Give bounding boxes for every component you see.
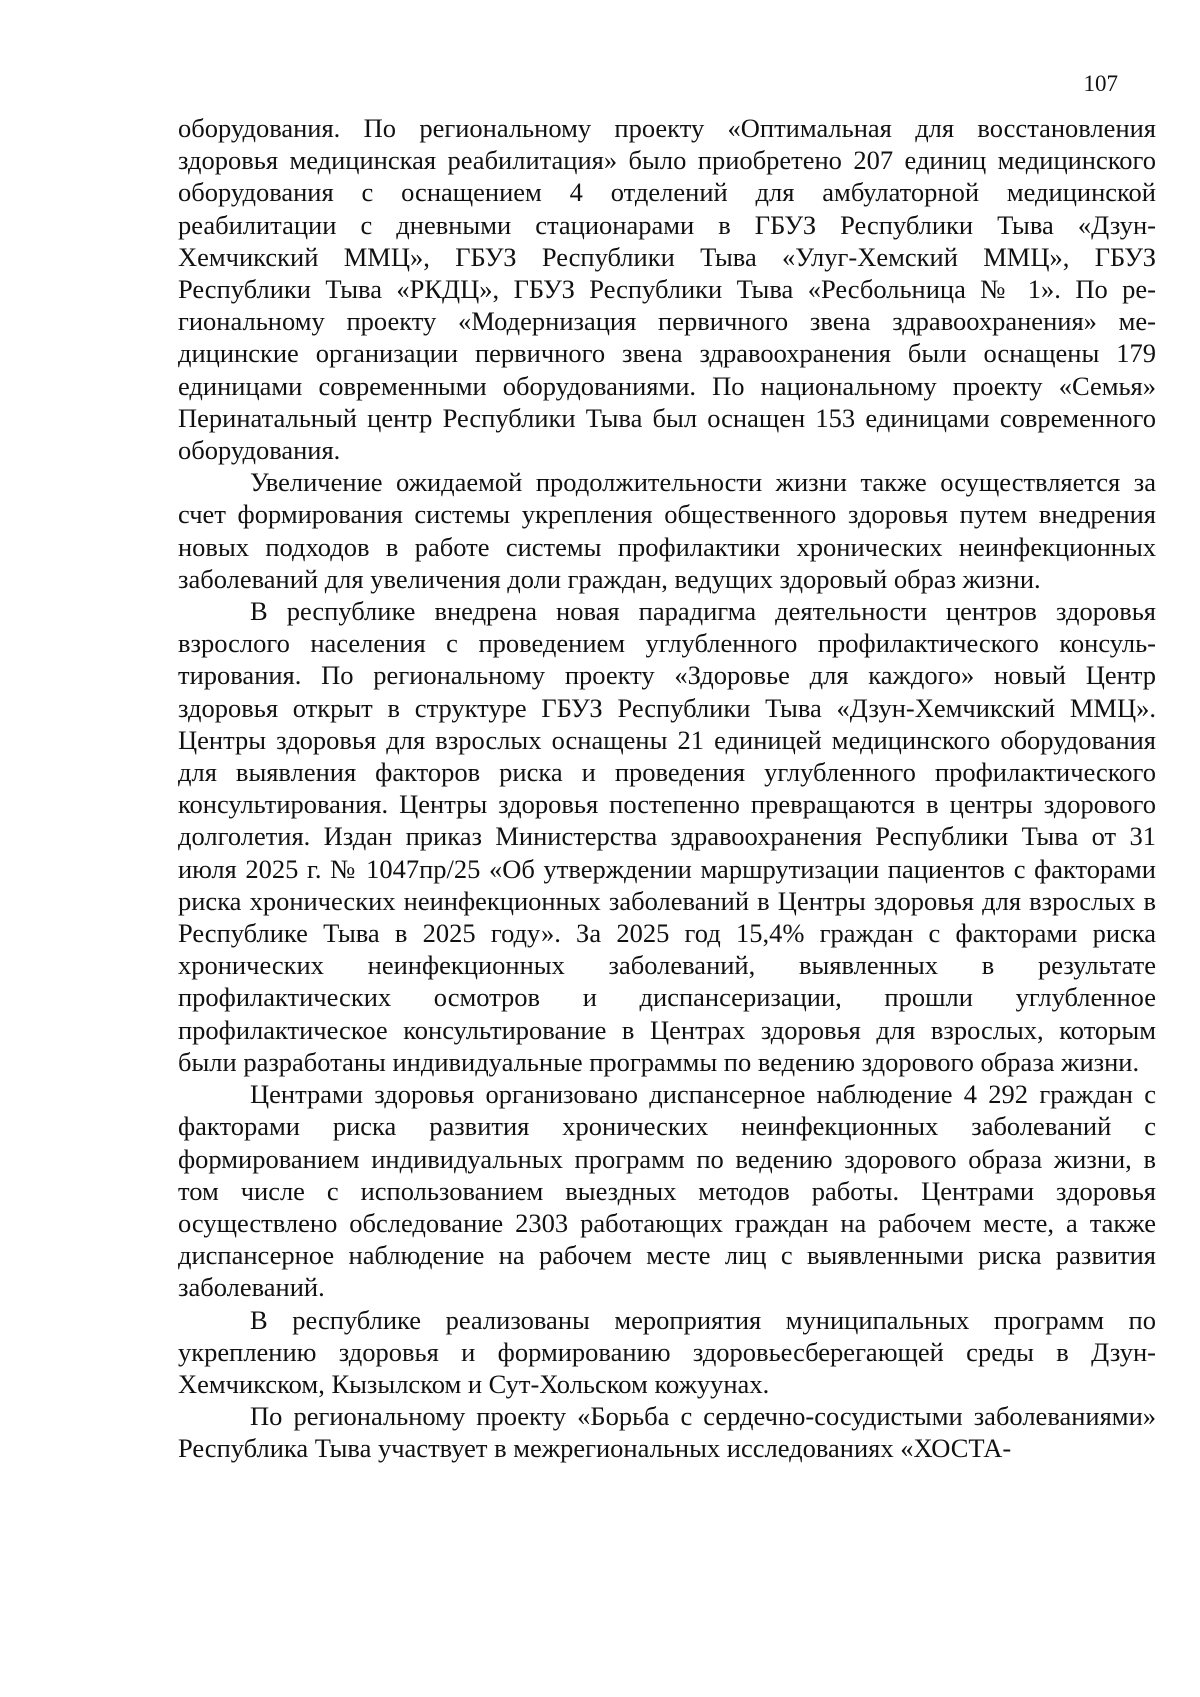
paragraph-municipal-programs: В республике реализованы мероприятия муниципальных программ по укреплению здоровья и формированию здоровьесберегающей среды в Дзун-Хемчикском, Кызылском и Сут-Хольском кожуунах. [178,1304,1156,1399]
page-number: 107 [1083,71,1118,96]
paragraph-equipment: оборудования. По региональному проекту «Оптимальная для восстановления здоровья медицинская реабилитация» было приобретено 207 единиц медицинского оборудования с оснащением 4 отделений для амбулаторной медицинской реабилитации с дневными стационарами в ГБУЗ Республики Тыва «Дзун-Хемчикский ММЦ», ГБУЗ Республики Тыва «Улуг-Хемский ММЦ», ГБУЗ Республики Тыва «РКДЦ», ГБУЗ Республики Тыва «Ресбольница № 1». По региональному проекту «Модернизация первичного звена здравоохранения» медицинские организации первичного звена здравоохранения были оснащены 179 единицами современными оборудованиями. По национальному проекту «Семья» Перинатальный центр Республики Тыва был оснащен 153 единицами современного оборудования. [178,113,1156,466]
paragraph-health-centers: В республике внедрена новая парадигма деятельности центров здоровья взрослого населения с проведением углубленного профилактического консультирования. По региональному проекту «Здоровье для каждого» новый Центр здоровья открыт в структуре ГБУЗ Республики Тыва «Дзун-Хемчикский ММЦ». Центры здоровья для взрослых оснащены 21 единицей медицинского оборудования для выявления факторов риска и проведения углубленного профилактического консультирования. Центры здоровья постепенно превращаются в центры здорового долголетия. Издан приказ Министерства здравоохранения Республики Тыва от 31 июля 2025 г. № 1047пр/25 «Об утверждении маршрутизации пациентов с факторами риска хронических неинфекционных заболеваний в Центры здоровья для взрослых в Республике Тыва в 2025 году». За 2025 год 15,4% граждан с факторами риска хронических неинфекционных заболеваний, выявленных в результате профилактических осмотров и диспансеризации, прошли углубленное профилактическое консультирование в Центрах здоровья для взрослых, которым были разработаны индивидуальные программы по ведению здорового образа жизни. [178,596,1156,1077]
paragraph-dispensary-observation: Центрами здоровья организовано диспансерное наблюдение 4 292 граждан с факторами риска развития хронических неинфекционных заболеваний с формированием индивидуальных программ по ведению здорового образа жизни, в том числе с использованием выездных методов работы. Центрами здоровья осуществлено обследование 2303 работающих граждан на рабочем месте, а также диспансерное наблюдение на рабочем месте лиц с выявленными риска развития заболеваний. [178,1079,1156,1303]
paragraph-life-expectancy: Увеличение ожидаемой продолжительности жизни также осуществляется за счет формирования системы укрепления общественного здоровья путем внедрения новых подходов в работе системы профилактики хронических неинфекционных заболеваний для увеличения доли граждан, ведущих здоровый образ жизни. [178,467,1156,594]
document-body [178,112,1156,1465]
paragraph-cardiovascular-project: По региональному проекту «Борьба с сердечно-сосудистыми заболеваниями» Республика Тыва участвует в межрегиональных исследованиях «ХОСТА- [178,1401,1156,1464]
